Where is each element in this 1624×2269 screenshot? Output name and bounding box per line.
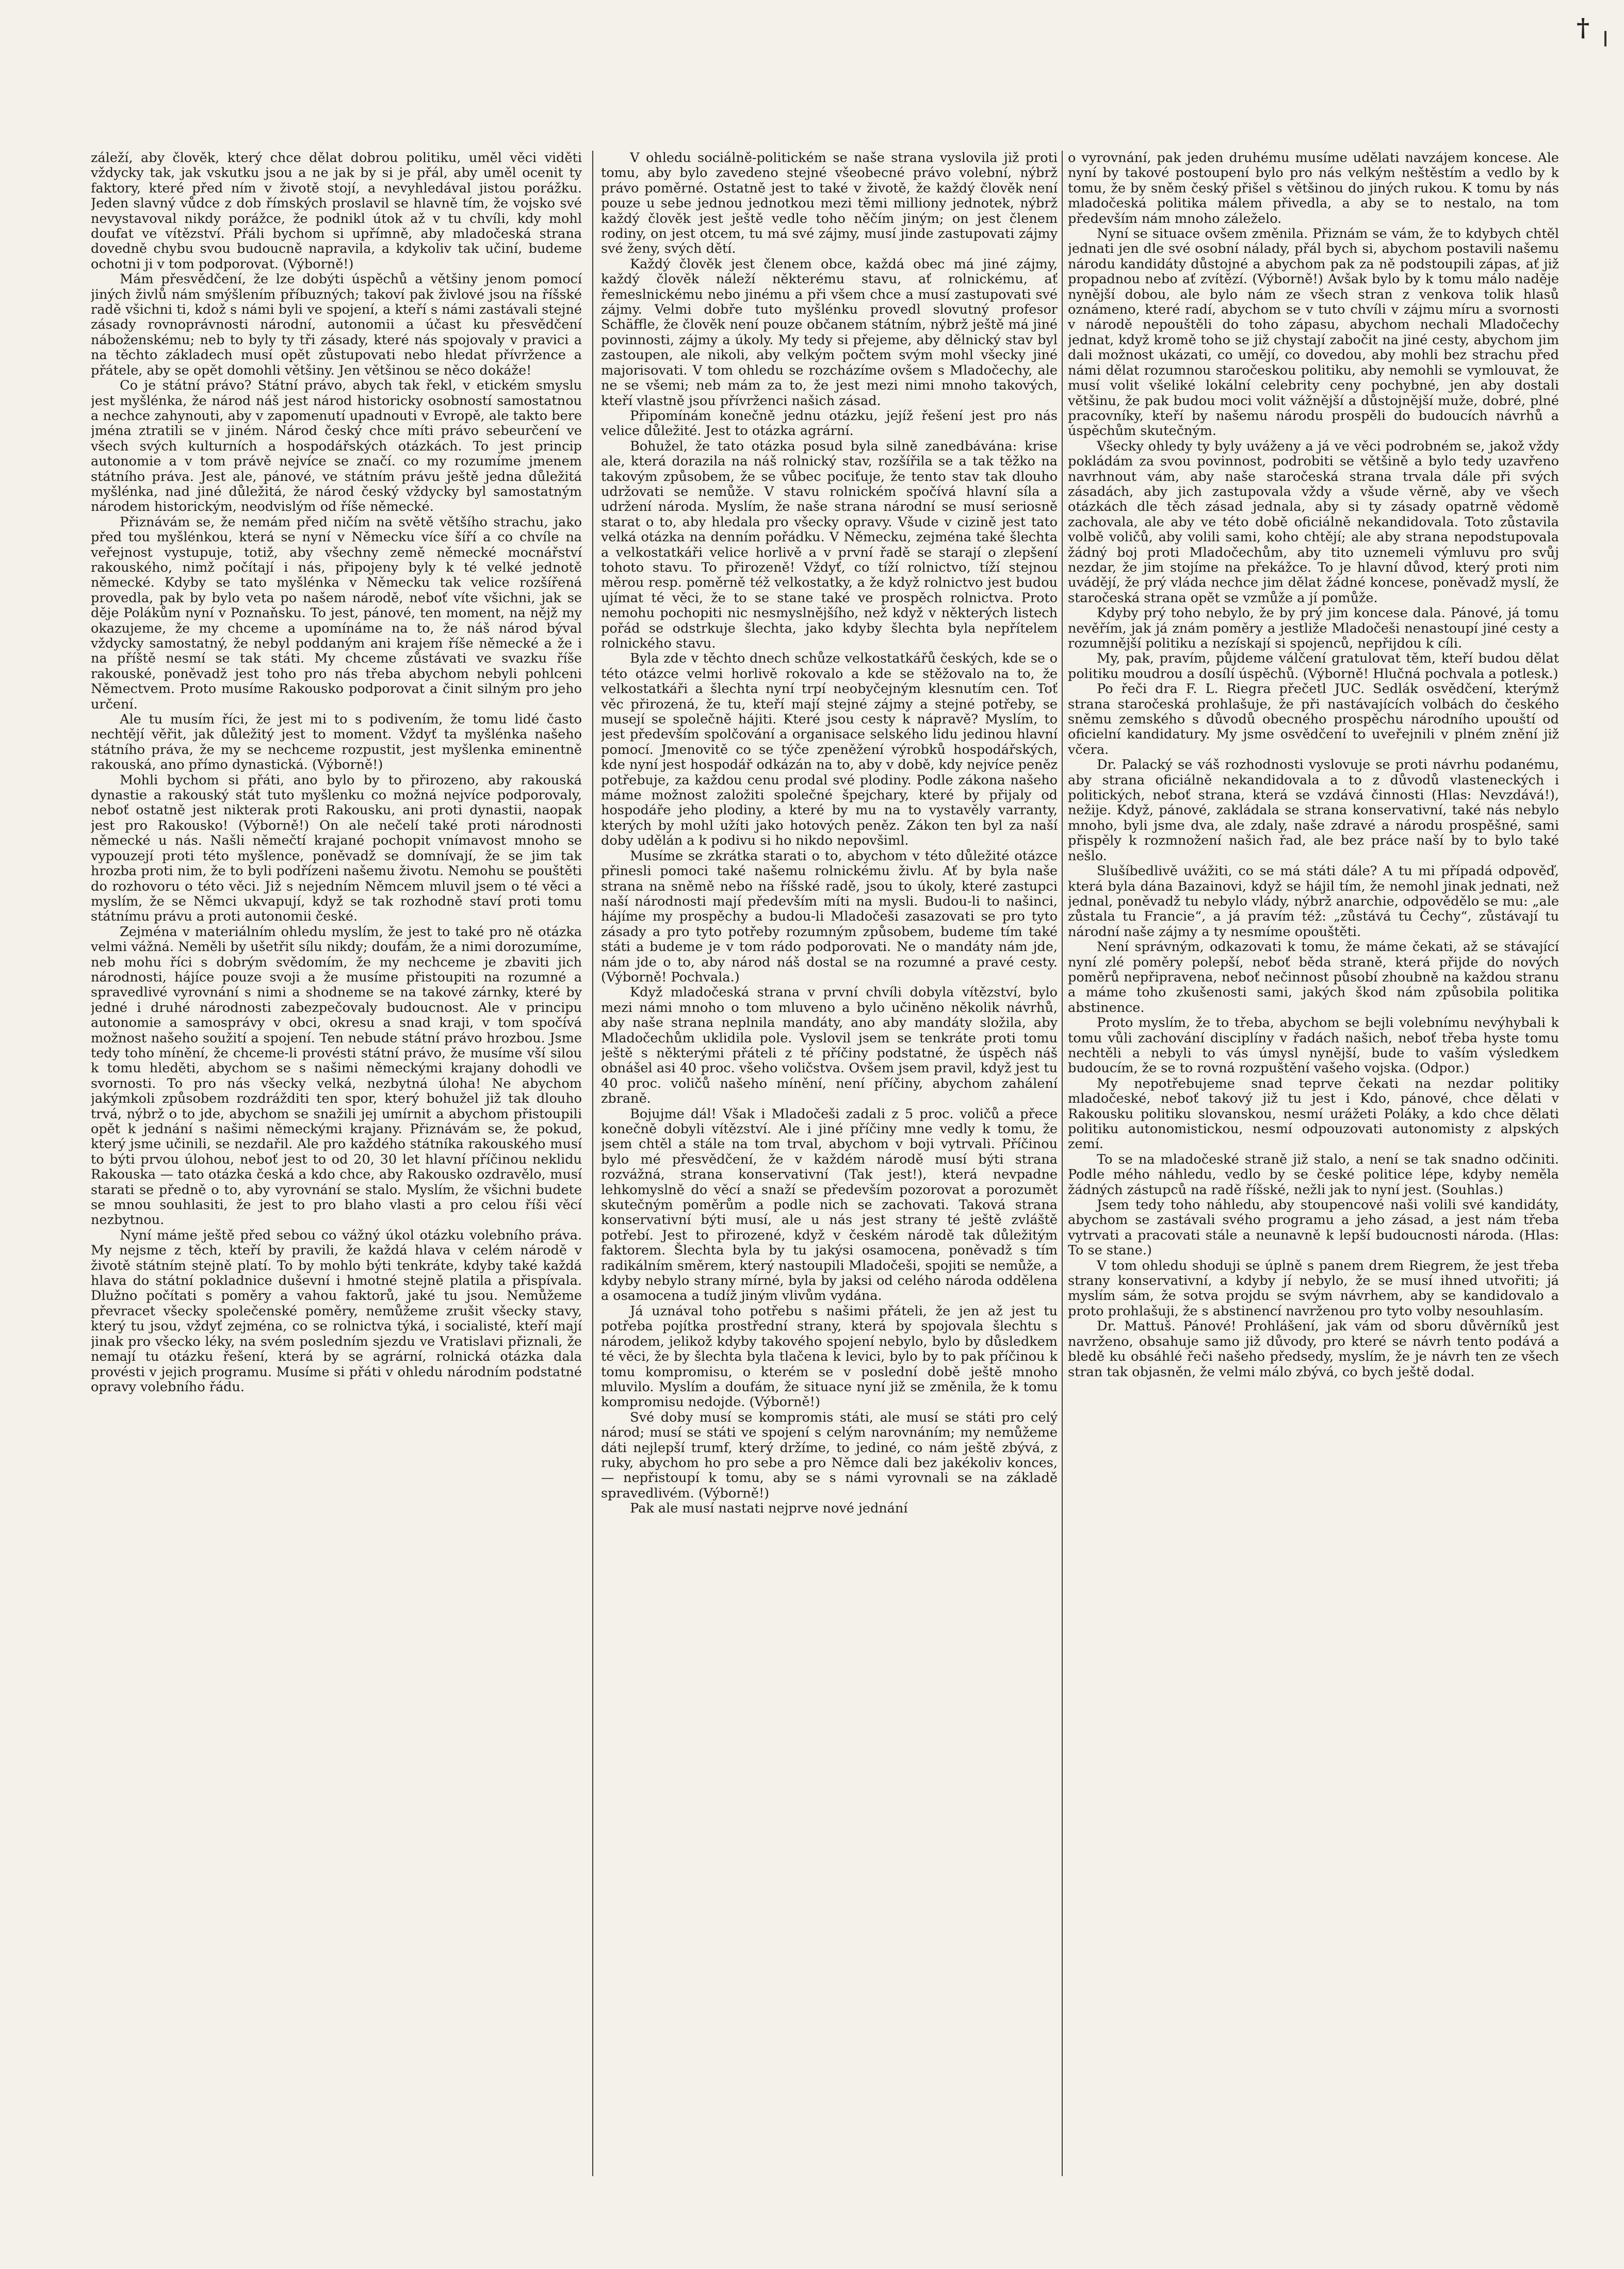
column-left xyxy=(91,151,582,2176)
paragraph: Já uznával toho potřebu s našimi přáteli, že jen až jest tu potřeba pojítka prostřední strany, která by spojovala šlechtu s národem, jelikož kdyby takového spojení nebylo, bylo by důsledkem té věci, že by šlechta byla tlačena k levici, bylo by to pak příčinou k tomu kompromisu, o kterém se v poslední době ještě mnoho mluvilo. Myslím a doufám, že situace nyní již se změnila, že k tomu kompromisu nedojde. (Výborně!) xyxy=(601,1303,1058,1410)
paragraph: Jsem tedy toho náhledu, aby stoupencové naši volili své kandidáty, abychom se zastávali svého programu a jeho zásad, a jest nám třeba vytrvati a pracovati stále a neunavně k lepší budoucnosti národa. (Hlas: To se stane.) xyxy=(1068,1197,1559,1259)
scan-speck xyxy=(1604,31,1606,46)
paragraph: záleží, aby člověk, který chce dělat dobrou politiku, uměl věci viděti vždycky tak, jak vskutku jsou a ne jak by si je přál, aby uměl ocenit ty faktory, které před ním v životě stojí, a nevyhledával jistou porážku. Jeden slavný vůdce z dob římských proslavil se hlavně tím, že vojsko své nevystavoval nikdy porážce, že podnikl útok až v tu chvíli, kdy mohl doufat ve vítězství. Přáli bychom si upřímně, aby mladočeská strana dovedně chybu svou budoucně napravila, a kdykoliv tak učiní, budeme ochotni ji v tom podporovat. (Výborně!) xyxy=(91,151,582,272)
paragraph: My, pak, pravím, půjdeme válčení gratulovat těm, kteří budou dělat politiku moudrou a dosílí úspěchů. (Výborně! Hlučná pochvala a potlesk.) xyxy=(1068,651,1559,682)
paragraph: Ale tu musím říci, že jest mi to s podivením, že tomu lidé často nechtějí věřit, jak důležitý jest to moment. Vždyť ta myšlénka našeho státního práva, že my se nechceme rozpustit, jest myšlenka eminentně rakouská, ano přímo dynastická. (Výborně!) xyxy=(91,712,582,773)
paragraph: Mohli bychom si přáti, ano bylo by to přirozeno, aby rakouská dynastie a rakouský stát tuto myšlenku co možná nejvíce podporovaly, neboť ostatně jest nikterak proti Rakousku, ani proti dynastii, naopak jest pro Rakousko! (Výborně!) On ale nečelí také proti národnosti německé u nás. Našli němečtí krajané pochopit vnímavost mnoho se vypouzejí proti této myšlence, poněvadž se domnívají, že se jim tak hrozba proti nim, že to byli podřízeni našemu životu. Nemohu se pouštěti do rozhovoru o této věci. Již s nejedním Němcem mluvil jsem o té věci a myslím, že se Němci ukvapují, když se tak rozhodně staví proti tomu státnímu právu a proti autonomii české. xyxy=(91,772,582,925)
paragraph: To se na mladočeské straně již stalo, a není se tak snadno odčiniti. Podle mého náhledu, vedlo by se české politice lépe, kdyby neměla žádných zástupců na radě říšské, nežli jak to nyní jest. (Souhlas.) xyxy=(1068,1151,1559,1198)
paragraph: Zejména v materiálním ohledu myslím, že jest to také pro ně otázka velmi vážná. Neměli by ušetřit sílu nikdy; doufám, že a nimi dorozumíme, neb mohu říci s dobrým svědomím, že my nechceme je zbaviti jich národnosti, hájíce pouze svoji a že musíme přistoupiti na rozumné a spravedlivé vyrovnání s nimi a shodneme se na takové zárnky, které by jedné i druhé národnosti zabezpečovaly budoucnost. Ale v principu autonomie a samosprávy v obci, okresu a snad kraji, v tom spočívá možnost našeho soužití a spojení. Ten nebude státní právo hrozbou. Jsme tedy toho mínění, že chceme-li provésti státní právo, že musíme vší silou k tomu hleděti, abychom se s našimi německými krajany dohodli ve svornosti. To pro nás všecky velká, nezbytná úloha! Ne abychom jakýmkoli způsobem rozdrážditi ten spor, který bohužel již tak dlouho trvá, nýbrž o to jde, abychom se snažili jej umírnit a abychom přistoupili opět k jednání s našimi německými krajany. Přiznávám se, že pokud, který jsme učinili, se nezdařil. Ale pro každého státníka rakouského musí to býti prvou úlohou, neboť jest to od 20, 30 let hlavní příčinou neklidu Rakouska — tato otázka česká a kdo chce, aby Rakousko ozdravělo, musí starati se předně o to, aby vyrovnání se stalo. Myslím, že všichni budete se mnou souhlasiti, že jest to pro blaho vlasti a pro celou říši věcí nezbytnou. xyxy=(91,924,582,1228)
paragraph: Připomínám konečně jednu otázku, jejíž řešení jest pro nás velice důležité. Jest to otázka agrární. xyxy=(601,408,1058,439)
paragraph: V tom ohledu shoduji se úplně s panem drem Riegrem, že jest třeba strany konservativní, a kdyby jí nebylo, že se musí ihned utvořiti; já myslím sám, že sotva projdu se svým návrhem, aby se kandidovalo a proto prohlašuji, že s abstinencí navrženou pro tyto volby nesouhlasím. xyxy=(1068,1258,1559,1319)
paragraph: Dr. Mattuš. Pánové! Prohlášení, jak vám od sboru důvěrníků jest navrženo, obsahuje samo již důvody, pro které se návrh tento podává a bledě ku obsáhlé řeči našeho předsedy, myslím, že je návrh ten ze všech stran tak objasněn, že velmi málo zbývá, co bych ještě dodal. xyxy=(1068,1318,1559,1380)
paragraph: Musíme se zkrátka starati o to, abychom v této důležité otázce přinesli pomoci také našemu rolnickému živlu. Ať by byla naše strana na sněmě nebo na říšské radě, jsou to úkoly, které zastupci naší národnosti mají především míti na mysli. Budou-li to našinci, hájíme my prospěchy a budou-li Mladočeši zasazovati se pro tyto zásady a pro tyto potřeby rozumným způsobem, budeme tím také státi a budeme je v tom rádo podporovati. Ne o mandáty nám jde, nám jde o to, aby národ náš dostal se na rozumné a pravé cesty. (Výborně! Pochvala.) xyxy=(601,848,1058,985)
paragraph: Všecky ohledy ty byly uváženy a já ve věci podrobném se, jakož vždy pokládám za svou povinnost, podrobiti se většině a bylo tedy uzavřeno navrhnout vám, aby naše staročeská strana trvala dále při svých zásadách, aby jich zastupovala vždy a všude věrně, aby ve všech otázkách dle těch zásad jednala, aby si ty zásady opatrně vědomě zachovala, ale aby ve této době oficiálně nekandidovala. Toto zůstavila volbě voličů, aby volili sami, koho chtějí; ale aby strana nepodstupovala žádný boj proti Mladočechům, aby tito uznemeli výmluvu pro svůj nezdar, že jim stojíme na překážce. To je hlavní důvod, který proti nim uvádějí, že prý vláda nechce jim dělat žádné koncese, poněvadž myslí, že staročeská strana opět se vzmůže a jí pomůže. xyxy=(1068,438,1559,606)
paragraph: Co je státní právo? Státní právo, abych tak řekl, v etickém smyslu jest myšlénka, že národ náš jest národ historicky osobností samostatnou a nechce zahynouti, aby v zapomenutí upadnouti v Evropě, ale takto bere jména ztratili se v jiném. Národ český chce míti právo sebeurčení ve všech svých kulturních a hospodářských otázkách. To jest princip autonomie a v tom právě nejvíce se značí. co my rozumíme jmenem státního práva. Jest ale, pánové, ve státním právu ještě jedna důležitá myšlénka, nad jiné důležitá, že národ český vždycky byl samostatným národem historickým, neodvislým od říše německé. xyxy=(91,378,582,515)
column-right xyxy=(1068,151,1559,2176)
paragraph: Přiznávám se, že nemám před ničím na světě většího strachu, jako před tou myšlénkou, která se nyní v Německu více šíří a co chvíle na veřejnost vystupuje, totiž, aby všechny země německé mocnářství rakouského, nimž počítají i nás, připojeny byly k té velké jednotě německé. Kdyby se tato myšlénka v Německu tak velice rozšířená provedla, pak by bylo veta po našem národě, neboť víte všichni, jak se děje Polákům nyní v Poznaňsku. To jest, pánové, ten moment, na nějž my okazujeme, že my chceme a upomínáme na to, že náš národ býval vždycky samostatný, že nebyl poddaným ani krajem říše německé a že i na příště nesmí se tak státi. My chceme zůstávati ve svazku říše rakouské, poněvadž jest toho pro nás třeba abychom nebyli pohlceni Němectvem. Proto musíme Rakousko podporovat a činit silným pro jeho určení. xyxy=(91,514,582,712)
paragraph: o vyrovnání, pak jeden druhému musíme udělati navzájem koncese. Ale nyní by takové postoupení bylo pro nás velkým neštěstím a vedlo by k tomu, že by sněm český přišel s většinou do jiných rukou. K tomu by nás mladočeská politika málem přivedla, a aby se to nestalo, na tom především nám mnoho záleželo. xyxy=(1068,151,1559,227)
paragraph: Kdyby prý toho nebylo, že by prý jim koncese dala. Pánové, já tomu nevěřím, jak já znám poměry a jestliže Mladočeši nenastoupí jiné cesty a rozumnější politiku a nezískají si spojenců, nepřijdou k cíli. xyxy=(1068,605,1559,651)
paragraph: Každý člověk jest členem obce, každá obec má jiné zájmy, každý člověk náleží některému stavu, ať rolnickému, ať řemeslnickému nebo jinému a při všem chce a musí zastupovati své zájmy. Velmi dobře tuto myšlénku provedl slovutný profesor Schäffle, že člověk není pouze občanem státním, nýbrž ještě má jiné povinnosti, zájmy a úkoly. My tedy si přejeme, aby dělnický stav byl zastoupen, ale nikoli, aby velkým počtem svým mohl všecky jiné majorisovati. V tom ohledu se rozcházíme ovšem s Mladočechy, ale ne se všemi; neb mám za to, že jest mezi nimi mnoho takových, kteří vlastně jsou přívrženci našich zásad. xyxy=(601,256,1058,409)
paragraph: Byla zde v těchto dnech schůze velkostatkářů českých, kde se o této otázce velmi horlivě rokovalo a kde se stěžovalo na to, že velkostatkáři a šlechta nyní trpí neobyčejným klesnutím cen. Toť věc přirozená, že tu, kteří mají stejné zájmy a stejné potřeby, se musejí se společně hájiti. Které jsou cesty k nápravě? Myslím, to jest především spolčování a organisace selského lidu jedinou hlavní pomocí. Jmenovitě co se týče zpeněžení výrobků hospodářských, kde nyní jest hospodář odkázán na to, aby v době, kdy nejvíce peněz potřebuje, za každou cenu prodal své plodiny. Podle zákona našeho máme možnost založiti společné špejchary, které by přijaly od hospodáře jeho plodiny, a které by mu na to vystavěly varranty, kterých by mohl užíti jako hotových peněz. Zákon ten byl za naší doby udělán a k podivu si ho nikdo nepovšiml. xyxy=(601,651,1058,849)
paragraph: Pak ale musí nastati nejprve nové jednání xyxy=(630,1501,908,1517)
paragraph: Dr. Palacký se váš rozhodnosti vyslovuje se proti návrhu podanému, aby strana oficiálně nekandidovala a to z důvodů vlasteneckých i politických, neboť strana, která se vzdává činnosti (Hlas: Nevzdává!), nežije. Když, pánové, zakládala se strana konservativní, také nás nebylo mnoho, byli jsme dva, ale zdaly, naše zdravé a národu prospěšné, sami přispěly k rozmnožení našich řad, ale bez práce naší by to bylo také nešlo. xyxy=(1068,757,1559,864)
paragraph: Bohužel, že tato otázka posud byla silně zanedbávána: krise ale, která dorazila na náš rolnický stav, rozšířila se a tak těžko na takovým způsobem, že se vůbec pociťuje, že tento stav tak dlouho udržovati se nemůže. V stavu rolnickém spočívá hlavní síla a udržení národa. Myslím, že naše strana národní se musí seriosně starat o to, aby hledala pro všecky opravy. Všude v cizině jest tato velká otázka na denním pořádku. V Německu, zejména také šlechta a velkostatkáři velice horlivě a v první řadě se starají o zlepšení tohoto stavu. To přirozeně! Vždyť, co tíží rolnictvo, tíží stejnou měrou resp. poměrně též velkostatky, a že když rolnictvo jest budou ujímat té věci, že to se stane také ve prospěch rolnictva. Proto nemohu pochopiti nic nesmyslnějšího, než když v některých listech pořád se odstrkuje šlechta, jako kdyby šlechta byla nepřítelem rolnického stavu. xyxy=(601,438,1058,651)
paragraph: Když mladočeská strana v první chvíli dobyla vítězství, bylo mezi námi mnoho o tom mluveno a bylo učiněno několik návrhů, aby naše strana neplnila mandáty, ano aby mandáty složila, aby Mladočechům uklidila pole. Vyslovil jsem se tenkráte proti tomu ještě s některými přáteli z té příčiny podstatné, že úspěch náš obnášel asi 40 proc. všeho voličstva. Ovšem jsem pravil, když jest tu 40 proc. voličů našeho mínění, není příčiny, abychom zahálení zbraně. xyxy=(601,985,1058,1107)
paragraph: Proto myslím, že to třeba, abychom se bejli volebnímu nevýhybali k tomu vůli zachování disciplíny v řadách našich, neboť třeba hyste tomu nechtěli a nebyli to vás úmysl nynější, bude to vaším výsledkem budoucím, že se to rovná rozpuštění vašeho vojska. (Odpor.) xyxy=(1068,1015,1559,1076)
paragraph: Mám přesvědčení, že lze dobýti úspěchů a většiny jenom pomocí jiných živlů nám smýšlením příbuzných; takoví pak živlové jsou na říšské radě všichni ti, kdož s námi byli ve spojení, a kteří s námi zastávali stejné zásady rovnoprávnosti národní, autonomii a účast ku přesvědčení náboženskému; neb to byly ty tři zásady, které nás spojovaly v pravici a na těchto základech musí opět zůstupovati nebo hledat přívržence a přátele, aby se opět domohli většiny. Jen většinou se něco dokáže! xyxy=(91,271,582,378)
paragraph: Po řeči dra F. L. Riegra přečetl JUC. Sedlák osvědčení, kterýmž strana staročeská prohlašuje, že při nastávajících volbách do českého sněmu zemského s důvodů obecného prospěchu národního upouští od oficielní kandidatury. My jsme osvědčení to uveřejnili v plném znění již včera. xyxy=(1068,681,1559,758)
column-divider xyxy=(592,151,593,2176)
column-divider xyxy=(1062,151,1063,2176)
paragraph: Své doby musí se kompromis státi, ale musí se státi pro celý národ; musí se státi ve spojení s celým narovnáním; my nemůžeme dáti nejlepší trumf, který držíme, to jediné, co nám ještě zbývá, z ruky, abychom ho pro sebe a pro Němce dali bez jakékoliv konces, — nepřistoupí k tomu, aby se s námi vyrovnali se na základě spravedlivém. (Výborně!) xyxy=(601,1409,1058,1501)
paragraph: Nyní se situace ovšem změnila. Přiznám se vám, že to kdybych chtěl jednati jen dle své osobní nálady, přál bych si, abychom postavili našemu národu kandidáty důstojné a abychom pak za ně podstoupili zápas, ať již propadnou nebo ať zvítězí. (Výborně!) Avšak bylo by k tomu málo naděje nynější dobou, ale bylo nám ze všech stran z venkova tolik hlasů oznámeno, které radí, abychom se v tuto chvíli v zájmu míru a svornosti v národě nepouštěli do toho zápasu, abychom nechali Mladočechy jednat, když kromě toho se již chystají zabočit na jiné cesty, abychom jim dali možnost ukázati, co umějí, co dovedou, aby mohli bez strachu před námi dělat rozumnou staročeskou politiku, aby nemohli se vymlouvat, že musí volit všeliké lokální celebrity ceny pochybné, jen aby dostali většinu, že pak budou moci volit vážnější a důstojnější muže, dobré, plné pracovníky, kteří by našemu národu prospěli do budoucích návrhů a úspěchům skutečným. xyxy=(1068,226,1559,439)
corner-mark: † xyxy=(1577,13,1590,42)
paragraph: Bojujme dál! Však i Mladočeši zadali z 5 proc. voličů a přece konečně dobyli vítězství. Ale i jiné příčiny mne vedly k tomu, že jsem chtěl a stále na tom trval, abychom v boji vytrvali. Příčinou bylo mé přesvědčení, že v každém národě musí býti strana rozvážná, strana konservativní (Tak jest!), která nevpadne lehkomyslně do věcí a snaží se především pozorovat a porozumět skutečným poměrům a podle nich se zachovati. Taková strana konservativní býti musí, ale u nás jest strany té ještě zvláště potřebí. Jest to přirozené, když v českém národě tak důležitým faktorem. Šlechta byla by tu jakýsi osamocena, poněvadž s tím radikálním směrem, který nastoupili Mladočeši, spojiti se nemůže, a kdyby nebylo strany mírné, byla by jaksi od celého národa oddělena a osamocena a tudíž jiným vlivům vydána. xyxy=(601,1106,1058,1304)
paragraph: V ohledu sociálně-politickém se naše strana vyslovila již proti tomu, aby bylo zavedeno stejné všeobecné právo volební, nýbrž právo poměrné. Ostatně jest to také v životě, že každý člověk není pouze u sebe jednou jednotkou mezi těmi milliony jednotek, nýbrž každý člověk jest ještě vedle toho něčím jiným; on jest členem rodiny, on jest otcem, tu má své zájmy, musí jinde zastupovati zájmy své ženy, svých dětí. xyxy=(601,151,1058,257)
column-middle xyxy=(601,151,1058,2176)
paragraph: My nepotřebujeme snad teprve čekati na nezdar politiky mladočeské, neboť takový již tu jest i Kdo, pánové, chce dělati v Rakousku politiku slovanskou, nesmí urážeti Poláky, a kdo chce dělati politiku autonomistickou, nesmí odpouzovati autonomisty z alpských zemí. xyxy=(1068,1075,1559,1152)
paragraph: Nyní máme ještě před sebou co vážný úkol otázku volebního práva. My nejsme z těch, kteří by pravili, že každá hlava v celém národě v životě státním stejně platí. To by mohlo býti tenkráte, kdyby také každá hlava do státní pokladnice duševní i hmotné stejně platila a přispívala. Dlužno počítati s poměry a vahou faktorů, jaké tu jsou. Nemůžeme převracet všecky společenské poměry, nemůžeme zrušit všecky stavy, který tu jsou, vždyť zejména, co se rolnictva týká, i socialisté, kteří mají jinak pro všecko léky, na svém posledním sjezdu ve Vratislavi přiznali, že nemají tu otázku řešení, která by se agrární, rolnická otázka dala provésti v jejich programu. Musíme si přáti v ohledu národním podstatné opravy volebního řádu. xyxy=(91,1227,582,1395)
paragraph: Slušíbedlivě uvážiti, co se má státi dále? A tu mi případá odpověď, která byla dána Bazainovi, když se hájil tím, že nemohl jinak jednati, než jednal, poněvadž tu nebylo vlády, nýbrž anarchie, odpovědělo se mu: „ale zůstala tu Francie“, a já pravím též: „zůstává tu Čechy“, zůstávají tu národní naše zájmy a ty nesmíme opouštěti. xyxy=(1068,863,1559,940)
paragraph: Není správným, odkazovati k tomu, že máme čekati, až se stávající nyní zlé poměry polepší, neboť běda straně, která přijde do nových poměrů nepřipravena, neboť nečinnost působí zhoubně na každou stranu a máme toho zkušenosti sami, jakých škod nám způsobila politika abstinence. xyxy=(1068,939,1559,1016)
